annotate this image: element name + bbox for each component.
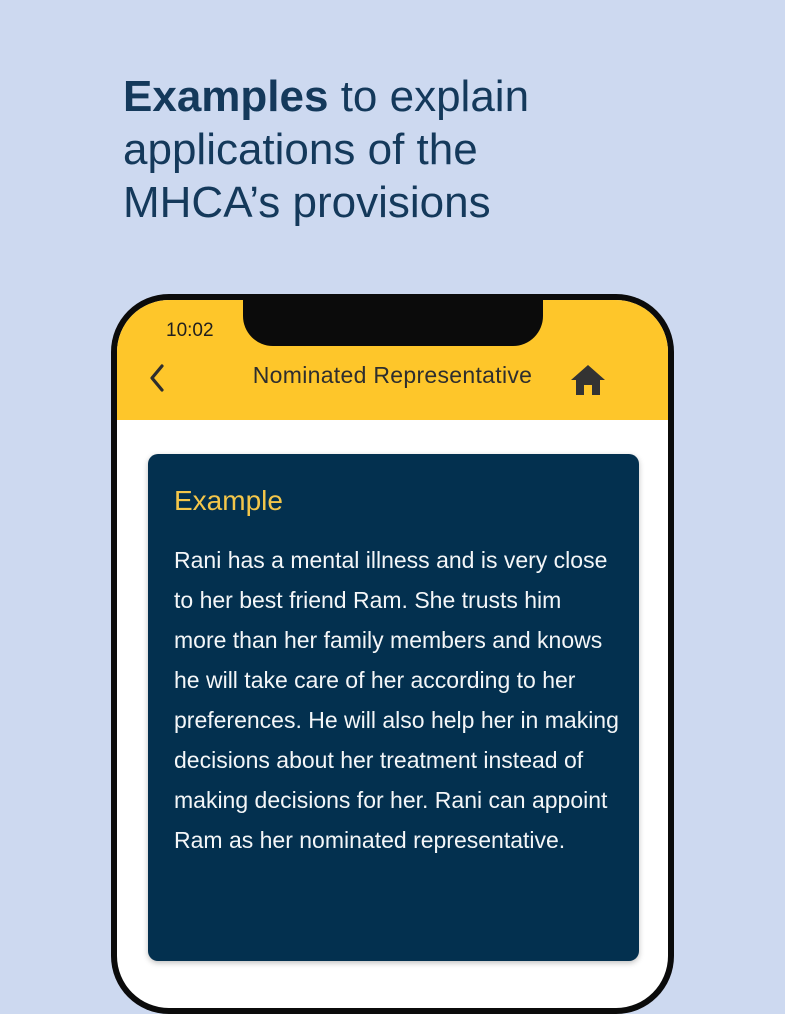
phone-mockup xyxy=(111,294,674,1014)
headline xyxy=(123,70,643,229)
headline-rest: to explain applications of the MHCA’s provisions xyxy=(123,72,530,227)
page-title: Nominated Representative xyxy=(252,362,533,388)
headline-bold: Examples xyxy=(123,72,329,121)
card-body: Rani has a mental illness and is very close to her best friend Ram. She trusts him more than her family members and knows he will take care of her according to her preferences. He will also help her in making decisions about her treatment instead of making decisions for her. Rani can appoint Ram as her nominated representative. xyxy=(174,547,619,853)
example-card xyxy=(148,454,639,961)
home-button[interactable] xyxy=(567,360,609,400)
phone-screen xyxy=(117,300,668,1008)
phone-notch xyxy=(243,300,543,346)
home-icon xyxy=(569,363,607,397)
card-title: Example xyxy=(174,485,283,516)
status-time: 10:02 xyxy=(166,320,214,341)
app-bar xyxy=(117,300,668,420)
